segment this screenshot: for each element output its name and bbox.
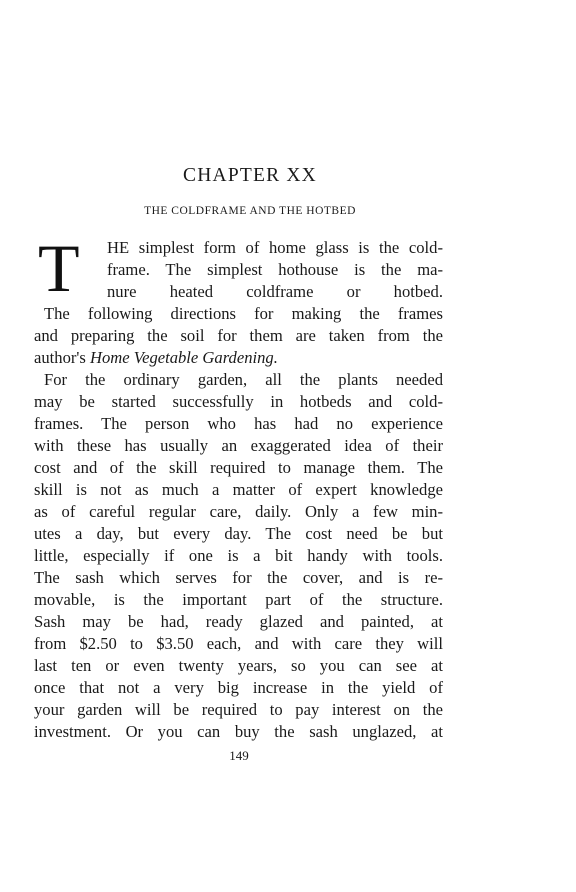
- page-number: 149: [229, 748, 249, 763]
- text-line: For the ordinary garden, all the plants needed: [44, 370, 443, 389]
- text-line: HE simplest form of home glass is the cold-: [107, 238, 443, 257]
- text-line: as of careful regular care, daily. Only a few min-: [34, 502, 443, 521]
- text-line: The sash which serves for the cover, and is re-: [34, 568, 443, 587]
- text-line-with-book-title: [34, 347, 278, 369]
- chapter-title: THE COLDFRAME AND THE HOTBED: [144, 205, 356, 217]
- text-line: with these has usually an exaggerated idea of their: [34, 436, 443, 455]
- text-line: may be started successfully in hotbeds and cold-: [34, 392, 443, 411]
- text-line: The following directions for making the frames: [44, 304, 443, 323]
- text-line: utes a day, but every day. The cost need be but: [34, 524, 443, 543]
- book-title: Home Vegetable Gardening.: [90, 348, 278, 367]
- text-line: frames. The person who has had no experience: [34, 414, 443, 433]
- chapter-heading: CHAPTER XX: [183, 165, 317, 186]
- text-line: Sash may be had, ready glazed and painted, at: [34, 612, 443, 631]
- text-span: author's: [34, 348, 86, 367]
- text-line: once that not a very big increase in the yield of: [34, 678, 443, 697]
- text-line: last ten or even twenty years, so you can see at: [34, 656, 443, 675]
- text-line: skill is not as much a matter of expert knowledge: [34, 480, 443, 499]
- text-line: frame. The simplest hothouse is the ma-: [107, 260, 443, 279]
- drop-cap: T: [38, 230, 80, 306]
- text-line: nure heated coldframe or hotbed.: [107, 282, 443, 301]
- text-line: and preparing the soil for them are taken from the: [34, 326, 443, 345]
- text-line: from $2.50 to $3.50 each, and with care they will: [34, 634, 443, 653]
- text-line: little, especially if one is a bit handy with tools.: [34, 546, 443, 565]
- text-line: your garden will be required to pay interest on the: [34, 700, 443, 719]
- text-line: cost and of the skill required to manage them. The: [34, 458, 443, 477]
- text-line: investment. Or you can buy the sash unglazed, at: [34, 722, 443, 741]
- text-line: movable, is the important part of the structure.: [34, 590, 443, 609]
